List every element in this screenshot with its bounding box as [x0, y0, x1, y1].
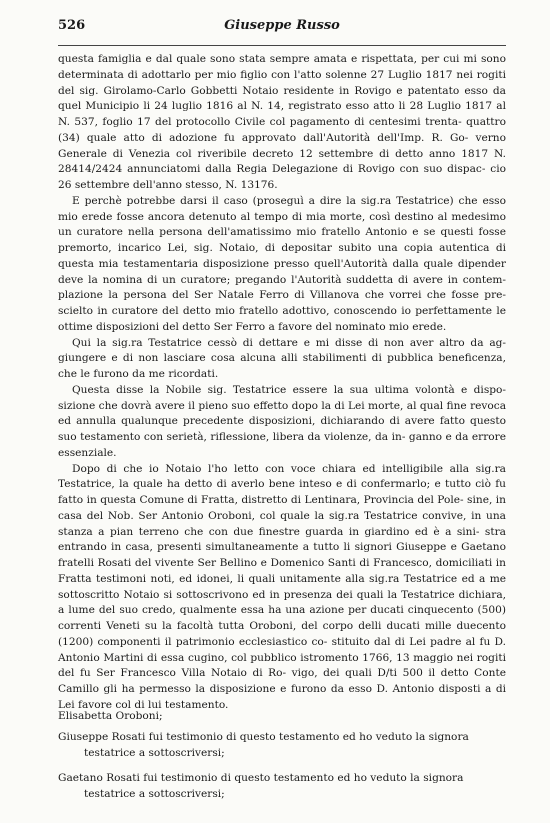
paragraph	[58, 52, 506, 194]
paragraph	[58, 462, 506, 714]
text-line: giungere e di non lasciare cosa alcuna alli stabilimenti di pubblica beneficenza,	[58, 352, 506, 365]
text-line: che le furono da me ricordati.	[58, 368, 219, 380]
text-line: rogiti del sig. Girolamo-Carlo Gobbetti Notaio residente in Rovigo e patentato	[58, 68, 506, 97]
text-line: Testatrice ed a me sottoscritto Notaio si sottoscrivono ed in presenza dei quali	[58, 572, 507, 601]
text-line: le ottime disposizioni del detto Ser Ferro a favore del nominato mio erede.	[58, 305, 506, 333]
text-line: la Testatrice dichiara, a lume del suo credo, qualmente essa ha una azione per	[58, 588, 507, 617]
running-title: Giuseppe Russo	[224, 18, 340, 33]
page-number: 526	[58, 18, 86, 33]
text-line: quattro (34) quale atto di adozione fu approvato dall'Autorità dell'Imp. R. Go-	[58, 116, 506, 144]
text-line: scielto in curatore del detto mio fratello adottivo, conoscendo io perfettamente	[58, 305, 493, 317]
paragraph	[58, 336, 506, 383]
text-line: vigo, dei quali D/ti 500 il detto Conte Camillo gli ha permesso la disposizione	[58, 667, 506, 695]
text-line: premorto, incarico Lei, sig. Notaio, di depositar subito una copia autentica di	[58, 242, 506, 254]
text-line: Qui la sig.ra Testatrice cessò di dettare e mi disse di non aver altro da ag-	[72, 336, 506, 349]
text-line: Testatrice, la quale ha detto di averlo bene inteso e di confermarlo; e tutto ciò	[58, 478, 491, 491]
text-line: mio erede fosse ancora detenuto al tempo di mia morte, così destino al medesimo	[58, 210, 506, 223]
text-line: determinata di adottarlo per mio figlio con l'atto solenne 27 Luglio 1817 nei	[58, 68, 473, 81]
text-line: Questa disse la Nobile sig. Testatrice essere la sua ultima volontà e dispo-	[72, 383, 506, 396]
text-line: esso da quel Municipio li 24 luglio 1816 al N. 14, registrato esso atto li 28 Luglio	[58, 84, 506, 113]
text-line: delli ducati mille duecento (1200) componenti il patrimonio ecclesiastico co-	[58, 620, 506, 648]
text-line: 1817 al N. 537, foglio 17 del protocollo Civile col pagamento di centesimi trenta-	[58, 100, 506, 128]
text-line: sizione che dovrà avere il pieno suo effetto dopo la di Lei morte, al qual fine	[58, 399, 467, 412]
text-line: un curatore nella persona dell'amatissimo mio fratello Antonio e se questi fosse	[58, 226, 506, 239]
paragraph	[58, 383, 506, 462]
text-line: revoca ed annulla qualunque precedente disposizioni, dichiarando di avere	[58, 399, 507, 428]
text-line: Gaetano fratelli Rosati del vivente Ser Bellino e Domenico Santi di Francesco,	[58, 541, 506, 569]
header-rule	[58, 45, 506, 46]
page-header	[58, 18, 506, 40]
signature-entry	[58, 771, 506, 803]
text-line: E perchè potrebbe darsi il caso (proseguì a dire la sig.ra Testatrice) che esso	[72, 194, 506, 207]
signature-line: Giuseppe Rosati fui testimonio di questo testamento ed ho veduto la signora	[58, 730, 469, 743]
signature-entry	[58, 709, 506, 725]
text-line: in una stanza a pian terreno che con due finestre guarda in giardino ed è a sini-	[58, 509, 506, 538]
text-line: cio 26 settembre dell'anno stesso, N. 13176.	[58, 163, 506, 191]
text-line: verno Generale di Venezia col riveribile decreto 12 settembre di detto anno 1817	[58, 131, 507, 160]
text-line: stituito dal di Lei padre al fu D. Antonio Martini di essa cugino, col pubblico	[58, 635, 507, 664]
signature-block	[58, 709, 506, 813]
text-line: fu fatto in questa Comune di Fratta, distretto di Lentinara, Provincia del Pole-	[58, 478, 506, 506]
text-line: sine, in casa del Nob. Ser Antonio Oroboni, col quale la sig.ra Testatrice convive,	[58, 494, 506, 522]
text-line: plazione la persona del Ser Natale Ferro di Villanova che vorrei che fosse pre-	[58, 289, 506, 302]
text-line: Dopo di che io Notaio l'ho letto con voce chiara ed intelligibile alla sig.ra	[72, 462, 506, 475]
signature-line: testatrice a sottoscriversi;	[84, 746, 225, 759]
text-line: fatto questo suo testamento con serietà, riflessione, libera da violenze, da in-	[58, 415, 506, 443]
text-line: domiciliati in Fratta testimoni noti, ed idonei, li quali unitamente alla sig.ra	[58, 557, 506, 585]
signature-line: Gaetano Rosati fui testimonio di questo testamento ed ho veduto la signora	[58, 772, 464, 785]
signature-entry	[58, 730, 506, 762]
text-line: deve la nomina di un curatore; pregando l'Autorità suddetta di avere in contem-	[58, 273, 506, 286]
signature-line: testatrice a sottoscriversi;	[84, 788, 225, 800]
text-line: e furono da esso D. Antonio disposti a di Lei favore col di lui testamento.	[58, 683, 506, 711]
text-line: questa mia testamentaria disposizione presso quell'Autorità dalla quale dipender	[58, 257, 506, 270]
signature-line: Elisabetta Oroboni;	[58, 710, 163, 722]
text-line: ganno e da errore essenziale.	[58, 431, 506, 459]
text-line: istromento 1766, 13 maggio nei rogiti del fu Ser Francesco Villa Notaio di Ro-	[58, 651, 506, 680]
paragraph	[58, 194, 506, 336]
text-line: stra entrando in casa, presenti simultaneamente a tutto li signori Giuseppe e	[58, 525, 506, 554]
text-line: questa famiglia e dal quale sono stata sempre amata e rispettata, per cui mi sono	[58, 53, 506, 65]
text-line: ducati cinquecento (500) correnti Veneti su la facoltà tutta Oroboni, del corpo	[58, 604, 506, 632]
text-line: N. 28414/2424 annunciatomi dalla Regia Delegazione di Rovigo con suo dispac-	[58, 147, 506, 176]
document-body	[58, 52, 506, 714]
